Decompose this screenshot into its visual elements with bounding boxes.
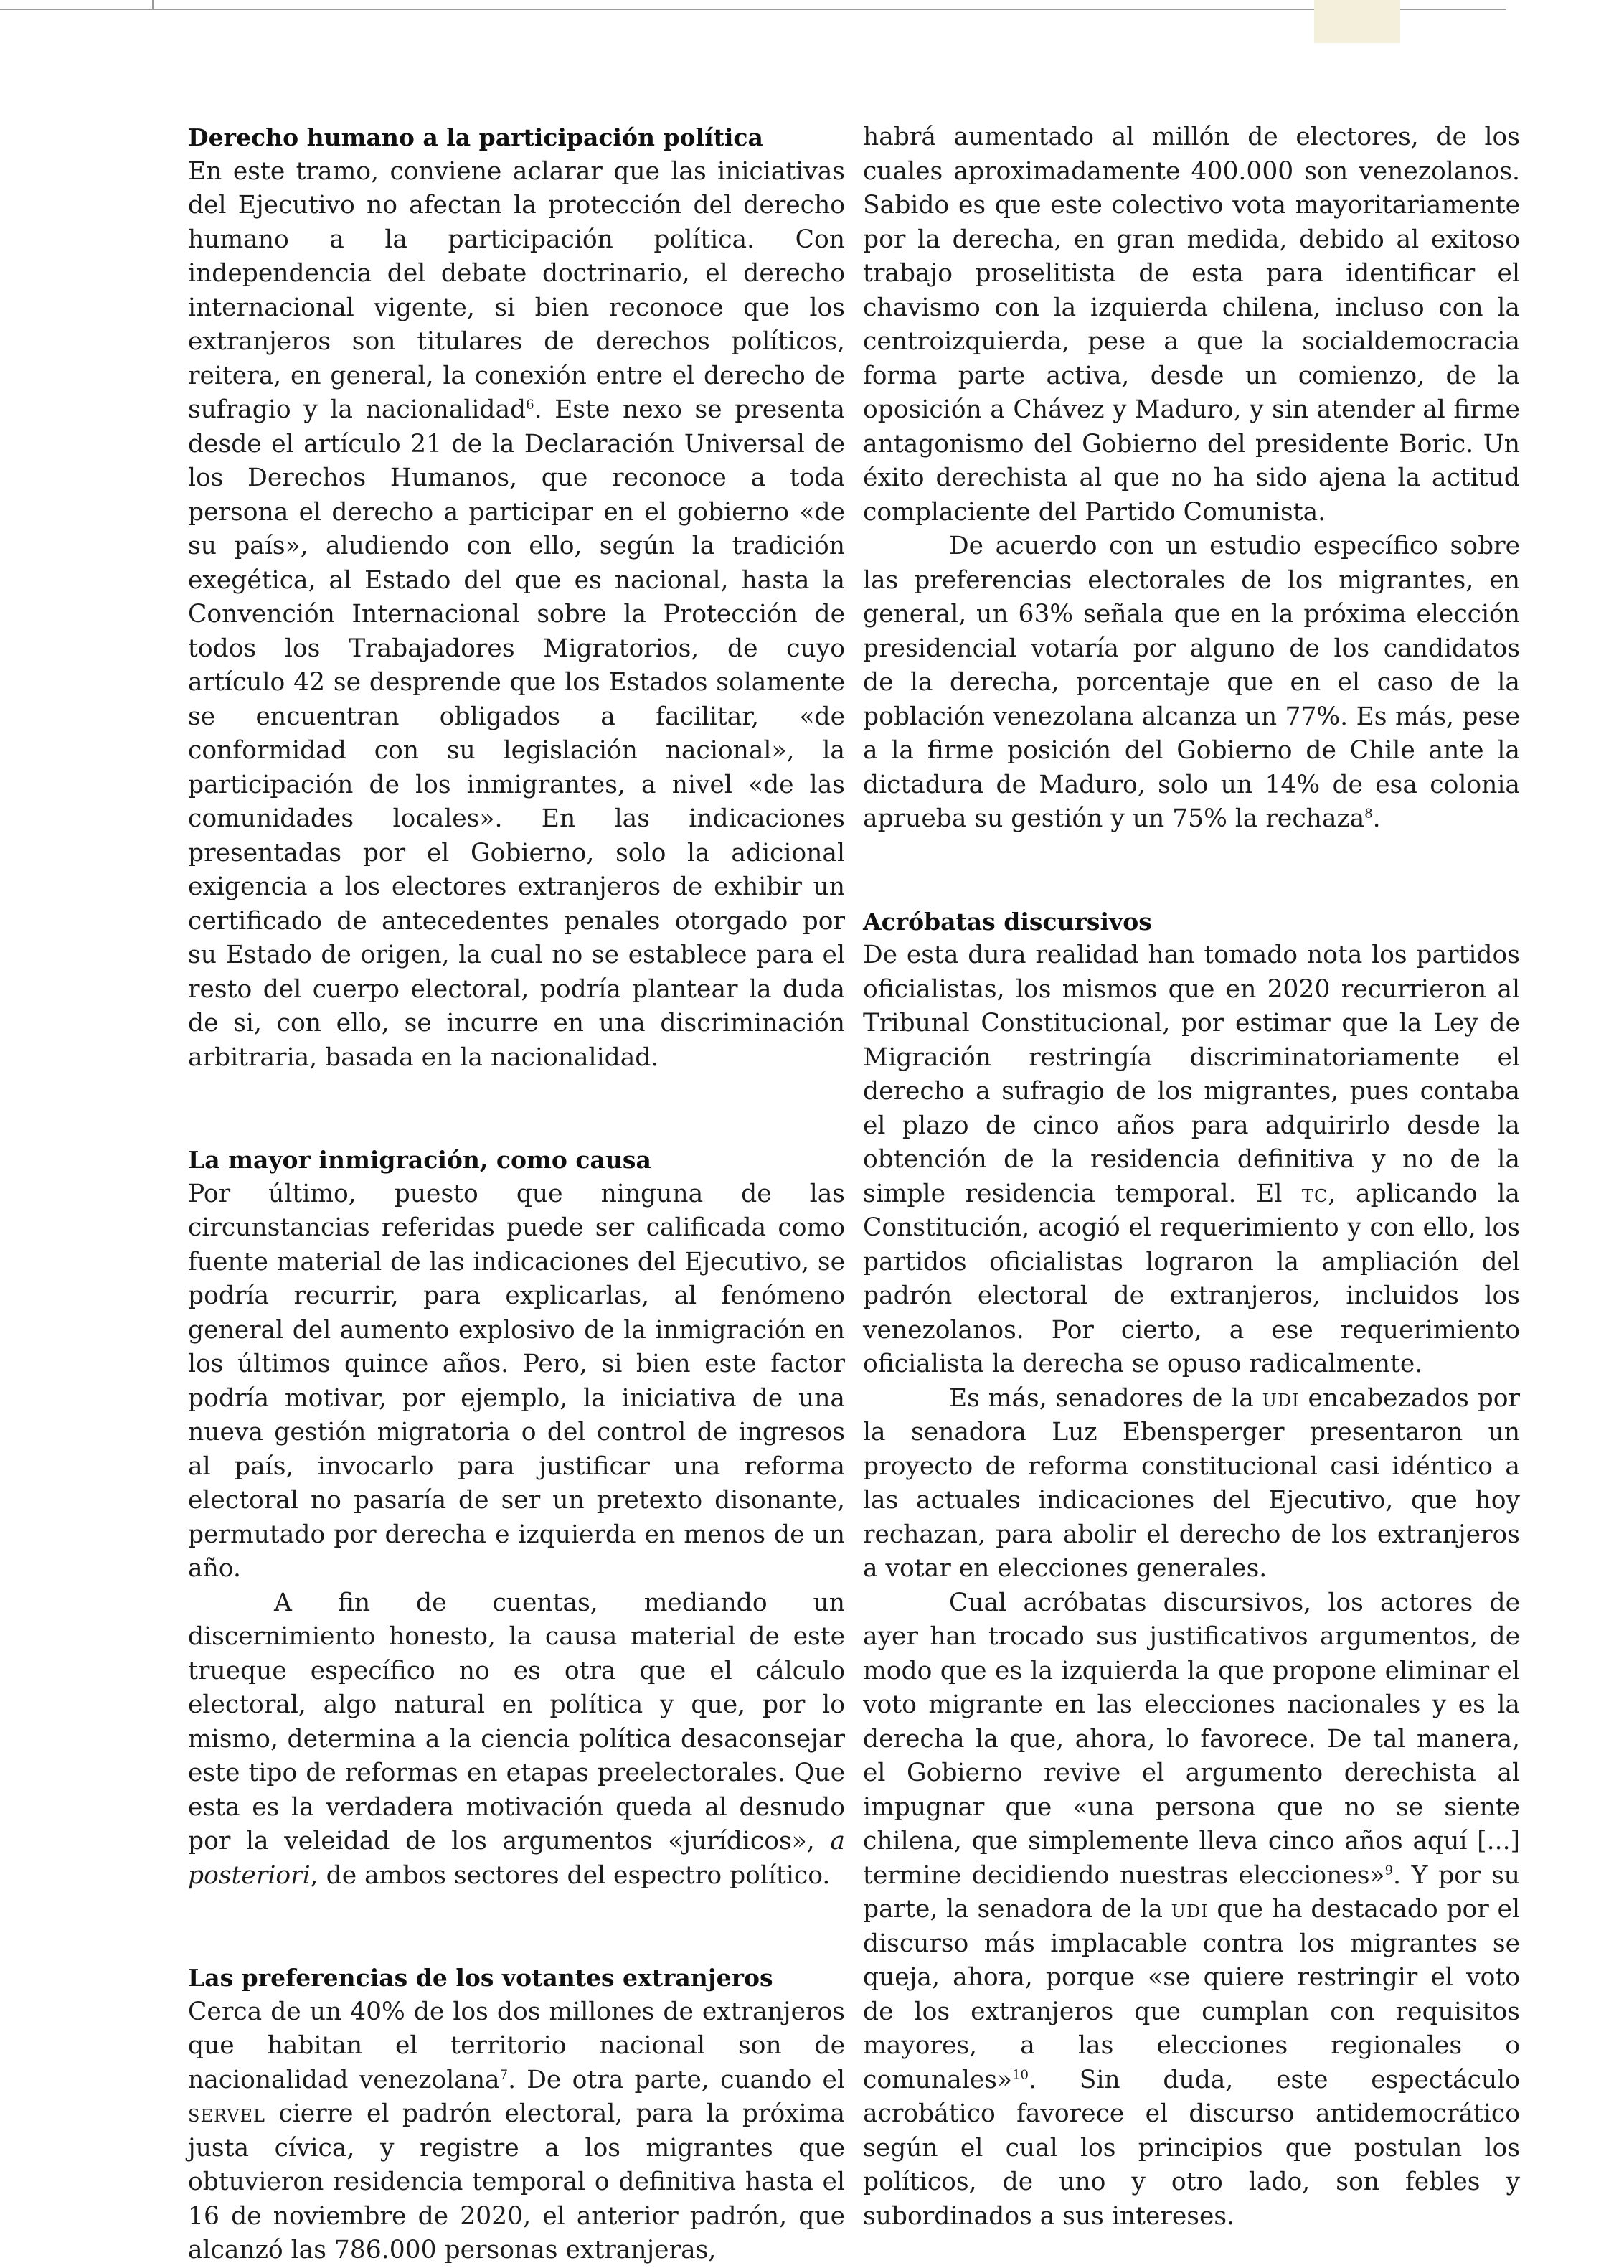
acronym-tc: tc [1302, 1179, 1328, 1208]
paragraph: De acuerdo con un estudio específico sobre las preferencias electorales de los migrantes, en general, un 63% señala que en la próxima elección presidencial votaría por alguno de los candidatos de la derecha, porcentaje que en el caso de la población venezolana alcanza un 77%. Es más, pese a la firme posición del Gobierno de Chile ante la dictadura de Maduro, solo un 14% de esa colonia aprueba su gestión y un 75% la rechaza$^8$. [863, 532, 1520, 833]
left-column [188, 121, 845, 2268]
paragraph: En este tramo, conviene aclarar que las iniciativas del Ejecutivo no afectan la protección del derecho humano a la participación política. Con independencia del debate doctrinario, el derecho internacional vigente, si bien reconoce que los extranjeros son titulares de derechos políticos, reitera, en general, la conexión entre el derecho de sufragio y la nacionalidad$^6$. Este nexo se presenta desde el artículo 21 de la Declaración Universal de los Derechos Humanos, que reconoce a toda persona el derecho a participar en el gobierno «de su país», aludiendo con ello, según la tradición exegética, al Estado del que es nacional, hasta la Convención Internacional sobre la Protección de todos los Trabajadores Migratorios, de cuyo artículo 42 se desprende que los Estados solamente se encuentran obligados a facilitar, «de conformidad con su legislación nacional», la participación de los inmigrantes, a nivel «de las comunidades locales». En las indicaciones presentadas por el Gobierno, solo la adicional exigencia a los electores extranjeros de exhibir un certificado de antecedentes penales otorgado por su Estado de origen, la cual no se establece para el resto del cuerpo electoral, podría plantear la duda de si, con ello, se incurre en una discriminación arbitraria, basada en la nacionalidad. [188, 156, 845, 1072]
header-tick [152, 0, 154, 10]
paragraph: Cual acróbatas discursivos, los actores de ayer han trocado sus justificativos argumentos, de modo que es la izquierda la que propone eliminar el voto migrante en las elecciones nacionales y es la derecha la que, ahora, lo favorece. De tal manera, el Gobierno revive el argumento derechista al impugnar que «una persona que no se siente chilena, que simplemente lleva cinco años aquí [...] termine decidiendo nuestras elecciones»$^9$. Y por su parte, la senadora de la udi que ha destacado por el discurso más implacable contra los migrantes se queja, ahora, porque «se quiere restringir el voto de los extranjeros que cumplan con requisitos mayores, a las elecciones regionales o comunales»$^{10}$. Sin duda, este espectáculo acrobático favorece el discurso antidemocrático según el cual los principios que postulan los políticos, de uno y otro lado, son febles y subordinados a sus intereses. [863, 1588, 1520, 2231]
heading-mayor-inmigracion: La mayor inmigración, como causa [188, 1146, 651, 1174]
acronym-udi: udi [1262, 1383, 1300, 1413]
paragraph: habrá aumentado al millón de electores, de los cuales aproximadamente 400.000 son venezolanos. Sabido es que este colectivo vota mayoritariamente por la derecha, en gran medida, debido al exitoso trabajo proselitista de esta para identificar el chavismo con la izquierda chilena, incluso con la centroizquierda, pese a que la socialdemocracia forma parte activa, desde un comienzo, de la oposición a Chávez y Maduro, y sin atender al firme antagonismo del Gobierno del presidente Boric. Un éxito derechista al que no ha sido ajena la actitud complaciente del Partido Comunista. [863, 123, 1520, 527]
footnote-ref[interactable]: 10 [1012, 2067, 1029, 2082]
paragraph: Es más, senadores de la udi encabezados por la senadora Luz Ebensperger presentaron un proyecto de reforma constitucional casi idéntico a las actuales indicaciones del Ejecutivo, que hoy rechazan, para abolir el derecho de los extranjeros a votar en elecciones generales. [863, 1383, 1520, 1583]
heading-acrobatas: Acróbatas discursivos [863, 907, 1152, 936]
heading-preferencias: Las preferencias de los votantes extranjeros [188, 1964, 773, 1992]
paragraph: A fin de cuentas, mediando un discernimiento honesto, la causa material de este trueque específico no es otra que el cálculo electoral, algo natural en política y que, por lo mismo, determina a la ciencia política desaconsejar este tipo de reformas en etapas preelectorales. Que esta es la verdadera motivación queda al desnudo por la veleidad de los argumentos «jurídicos», a posteriori, de ambos sectores del espectro político. [188, 1588, 845, 1890]
page-tab-marker [1314, 0, 1400, 43]
acronym-servel: servel [188, 2099, 265, 2128]
heading-derecho-humano: Derecho humano a la participación política [188, 123, 763, 151]
header-rule [0, 9, 1506, 10]
footnote-ref[interactable]: 8 [1364, 806, 1373, 822]
footnote-ref[interactable]: 7 [499, 2067, 509, 2082]
paragraph: Cerca de un 40% de los dos millones de extranjeros que habitan el territorio nacional son de nacionalidad venezolana$^7$. De otra parte, cuando el servel cierre el padrón electoral, para la próxima justa cívica, y registre a los migrantes que obtuvieron residencia temporal o definitiva hasta el 16 de noviembre de 2020, el anterior padrón, que alcanzó las 786.000 personas extranjeras, [188, 1997, 845, 2264]
footnote-ref[interactable]: 9 [1384, 1863, 1394, 1878]
paragraph: Por último, puesto que ninguna de las circunstancias referidas puede ser calificada como fuente material de las indicaciones del Ejecutivo, se podría recurrir, para explicarlas, al fenómeno general del aumento explosivo de la inmigración en los últimos quince años. Pero, si bien este factor podría motivar, por ejemplo, la iniciativa de una nueva gestión migratoria o del control de ingresos al país, invocarlo para justificar una reforma electoral no pasaría de ser un pretexto disonante, permutado por derecha e izquierda en menos de un año. [188, 1179, 845, 1583]
paragraph: De esta dura realidad han tomado nota los partidos oficialistas, los mismos que en 2020 recurrieron al Tribunal Constitucional, por estimar que la Ley de Migración restringía discriminatoriamente el derecho a sufragio de los migrantes, pues contaba el plazo de cinco años para adquirirlo desde la obtención de la residencia definitiva y no de la simple residencia temporal. El tc, aplicando la Constitución, acogió el requerimiento y con ello, los partidos oficialistas lograron la ampliación del padrón electoral de extranjeros, incluidos los venezolanos. Por cierto, a ese requerimiento oficialista la derecha se opuso radicalmente. [863, 941, 1520, 1378]
footnote-ref[interactable]: 6 [526, 397, 534, 413]
right-column [863, 121, 1520, 2234]
acronym-udi: udi [1171, 1895, 1209, 1924]
